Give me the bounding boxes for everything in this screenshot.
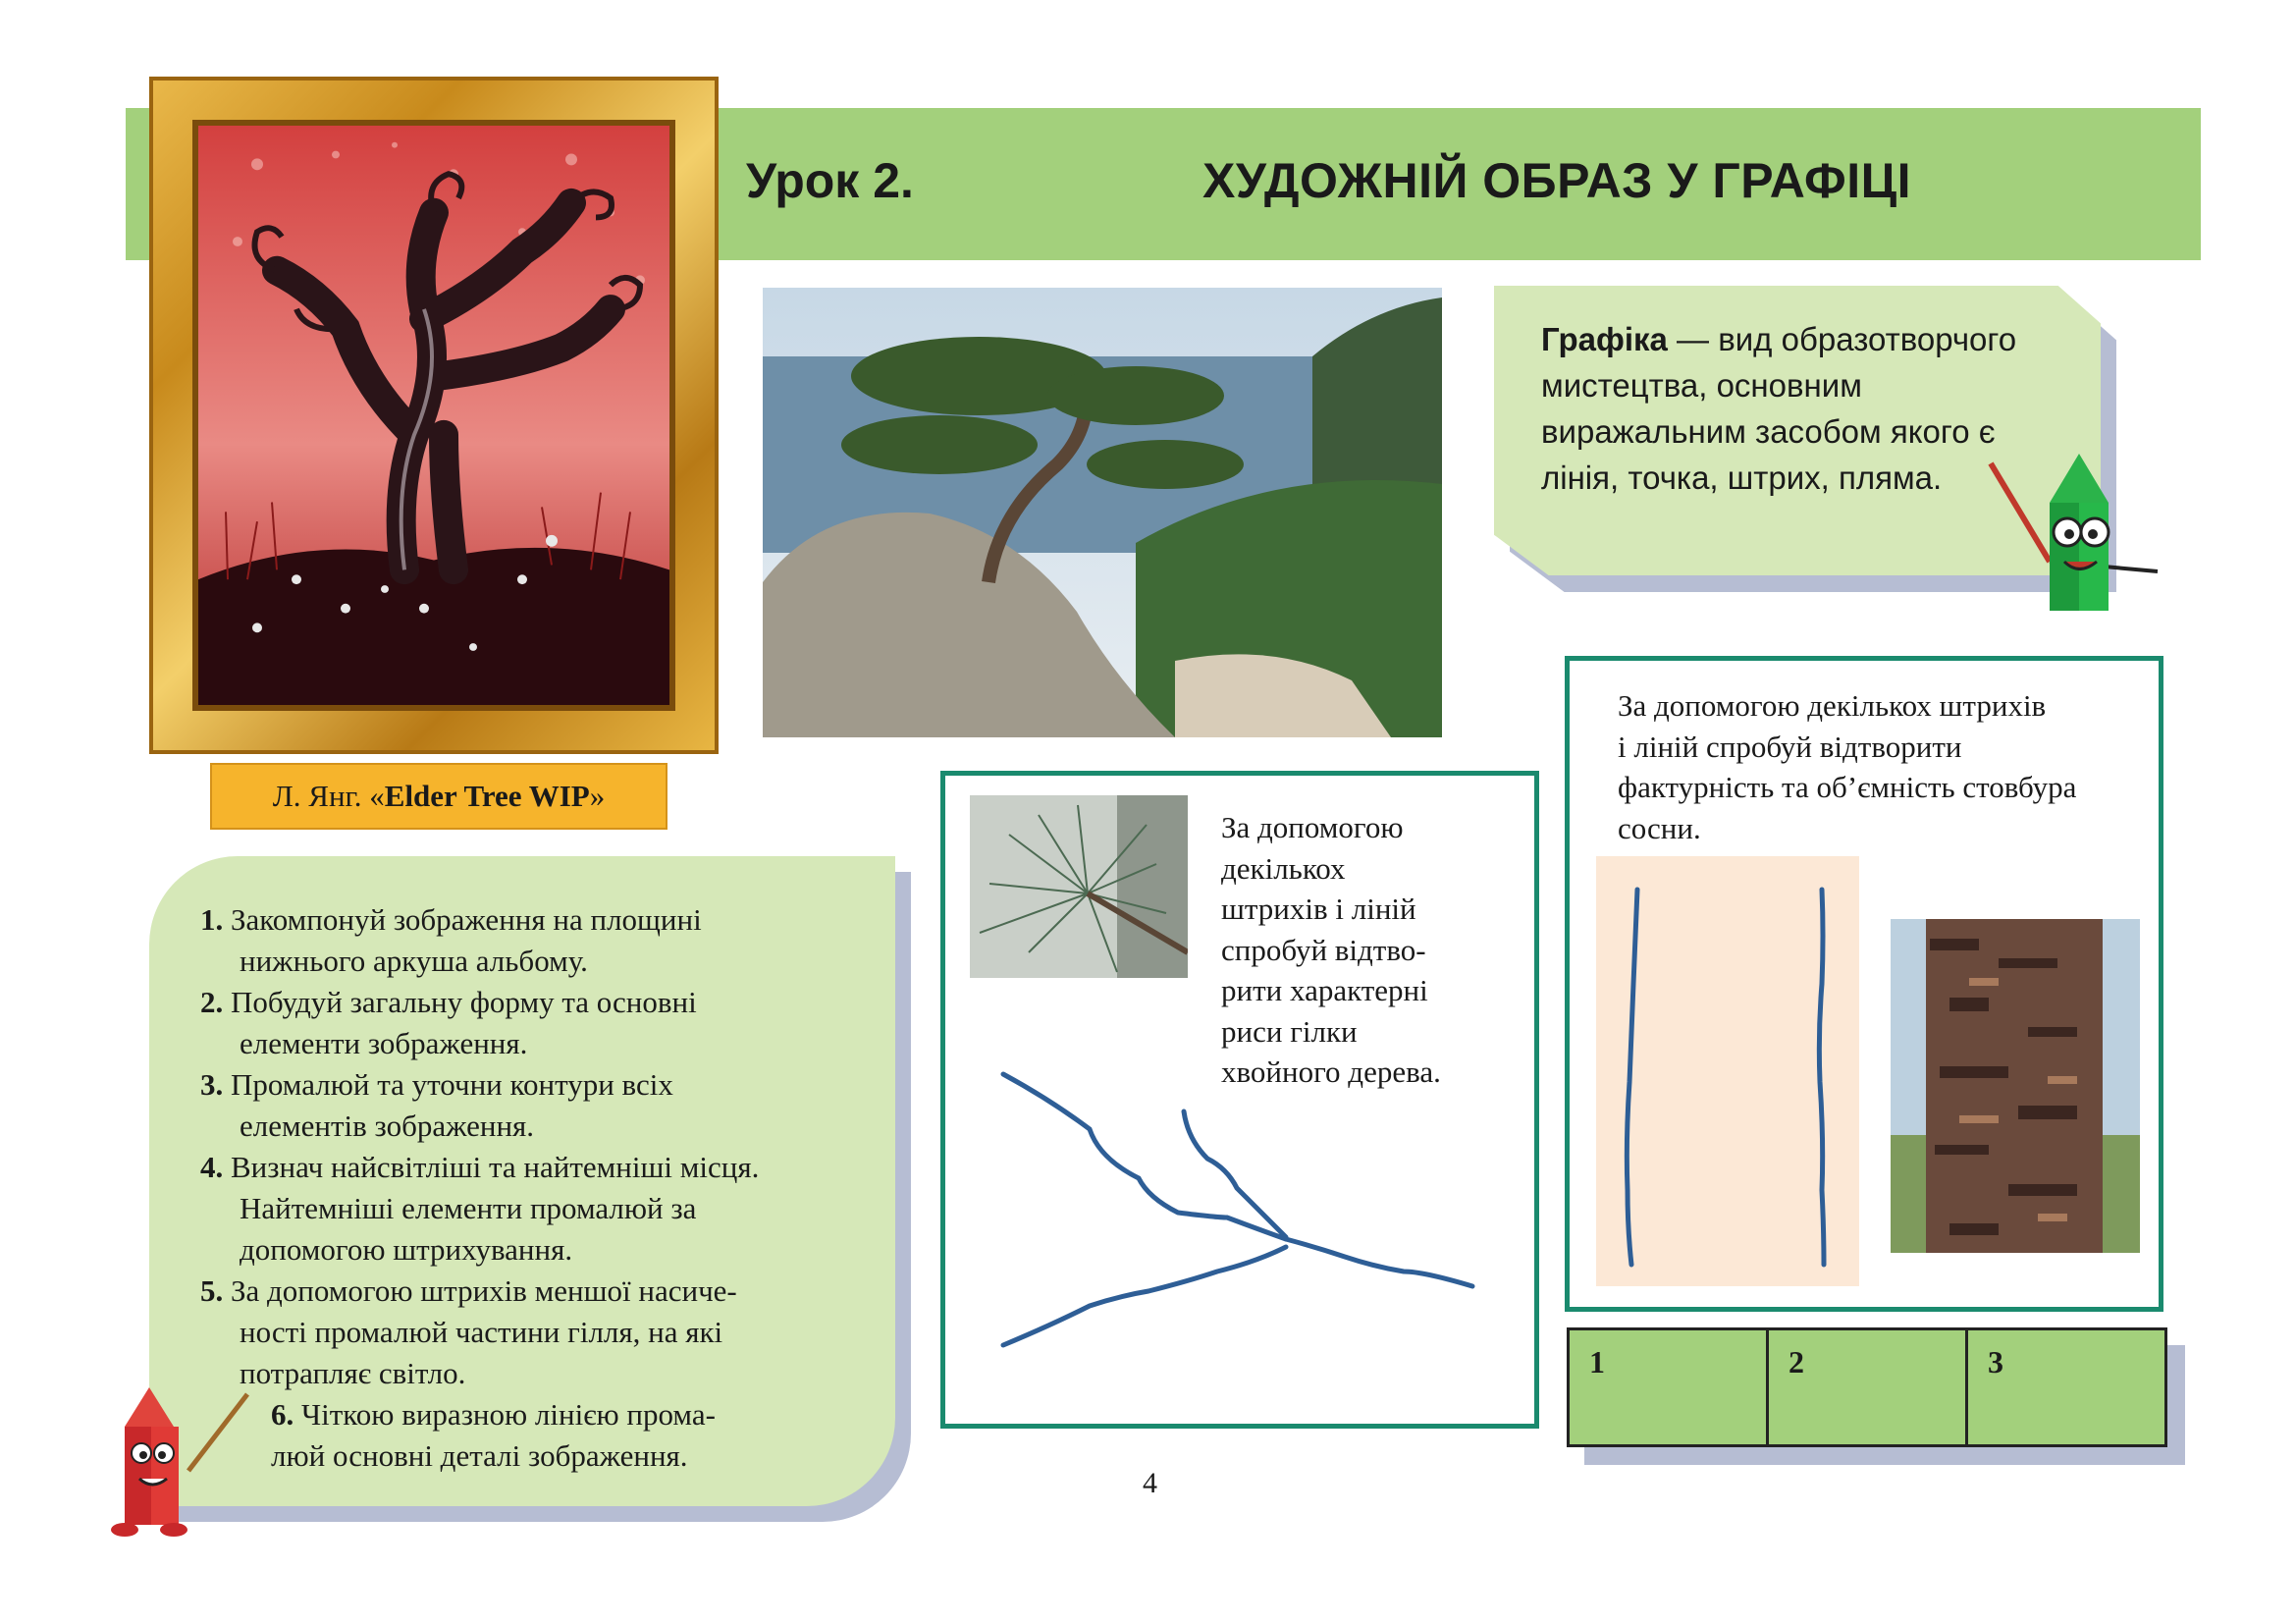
- pine-branch-photo: [970, 795, 1188, 978]
- definition-text: [1541, 316, 2052, 501]
- step-6-cont: люй основні деталі зображення.: [271, 1438, 688, 1473]
- painting-caption: [210, 763, 667, 830]
- answer-grid: [1567, 1327, 2167, 1447]
- branch-task-text: За допомогою декількох штрихів і ліній спробуй відтво- рити характерні риси гілки хвойного дерева.: [1221, 810, 1441, 1089]
- grid-cell-3: 3: [1988, 1344, 2003, 1380]
- step-3-cont: елементів зображення.: [240, 1109, 535, 1143]
- step-1: 1. Закомпонуй зображення на площині: [200, 902, 702, 937]
- step-4-cont2: допомогою штрихування.: [240, 1232, 573, 1267]
- step-6: 6. Чіткою виразною лінією прома-: [271, 1397, 716, 1432]
- caption-title: Elder Tree WIP: [384, 779, 590, 813]
- definition-body: — вид образотворчого мистецтва, основним виражальним засобом якого є лінія, точка, штрих, пляма.: [1541, 321, 2017, 496]
- step-4: 4. Визнач найсвітліші та найтемніші місця.: [200, 1150, 760, 1184]
- step-1-cont: нижнього аркуша альбому.: [240, 944, 588, 978]
- step-4-cont: Найтемніші елементи промалюй за: [240, 1191, 697, 1225]
- definition-term: Графіка: [1541, 321, 1668, 357]
- lesson-number: Урок 2.: [746, 153, 914, 208]
- pine-trunk-photo: [1891, 919, 2140, 1253]
- trunk-sketch: [1596, 856, 1859, 1286]
- grid-cell-2: 2: [1769, 1330, 1968, 1444]
- trunk-task-text: За допомогою декількох штрихів і ліній спробуй відтворити фактурність та об’ємність стовбура сосни.: [1618, 688, 2077, 845]
- page-title: ХУДОЖНІЙ ОБРАЗ У ГРАФІЦІ: [1202, 153, 1912, 208]
- caption-close-quote: »: [589, 779, 606, 813]
- branch-sketch: [991, 1060, 1482, 1355]
- step-2-cont: елементи зображення.: [240, 1026, 528, 1060]
- caption-author: Л. Янг. «: [272, 779, 385, 813]
- page-number: 4: [1143, 1467, 1157, 1499]
- grid-cell-1: 1: [1570, 1330, 1769, 1444]
- step-5: 5. За допомогою штрихів меншої насиче-: [200, 1273, 737, 1308]
- elder-tree-painting: [198, 126, 669, 705]
- step-2: 2. Побудуй загальну форму та основні: [200, 985, 697, 1019]
- painting-frame: [149, 77, 719, 754]
- red-pencil-mascot-icon: [110, 1382, 257, 1540]
- pine-landscape-photo: [763, 288, 1442, 737]
- step-5-cont2: потрапляє світло.: [240, 1356, 466, 1390]
- step-5-cont: ності промалюй частини гілля, на які: [240, 1315, 723, 1349]
- step-3: 3. Промалюй та уточни контури всіх: [200, 1067, 673, 1102]
- green-pencil-mascot-icon: [1981, 444, 2167, 630]
